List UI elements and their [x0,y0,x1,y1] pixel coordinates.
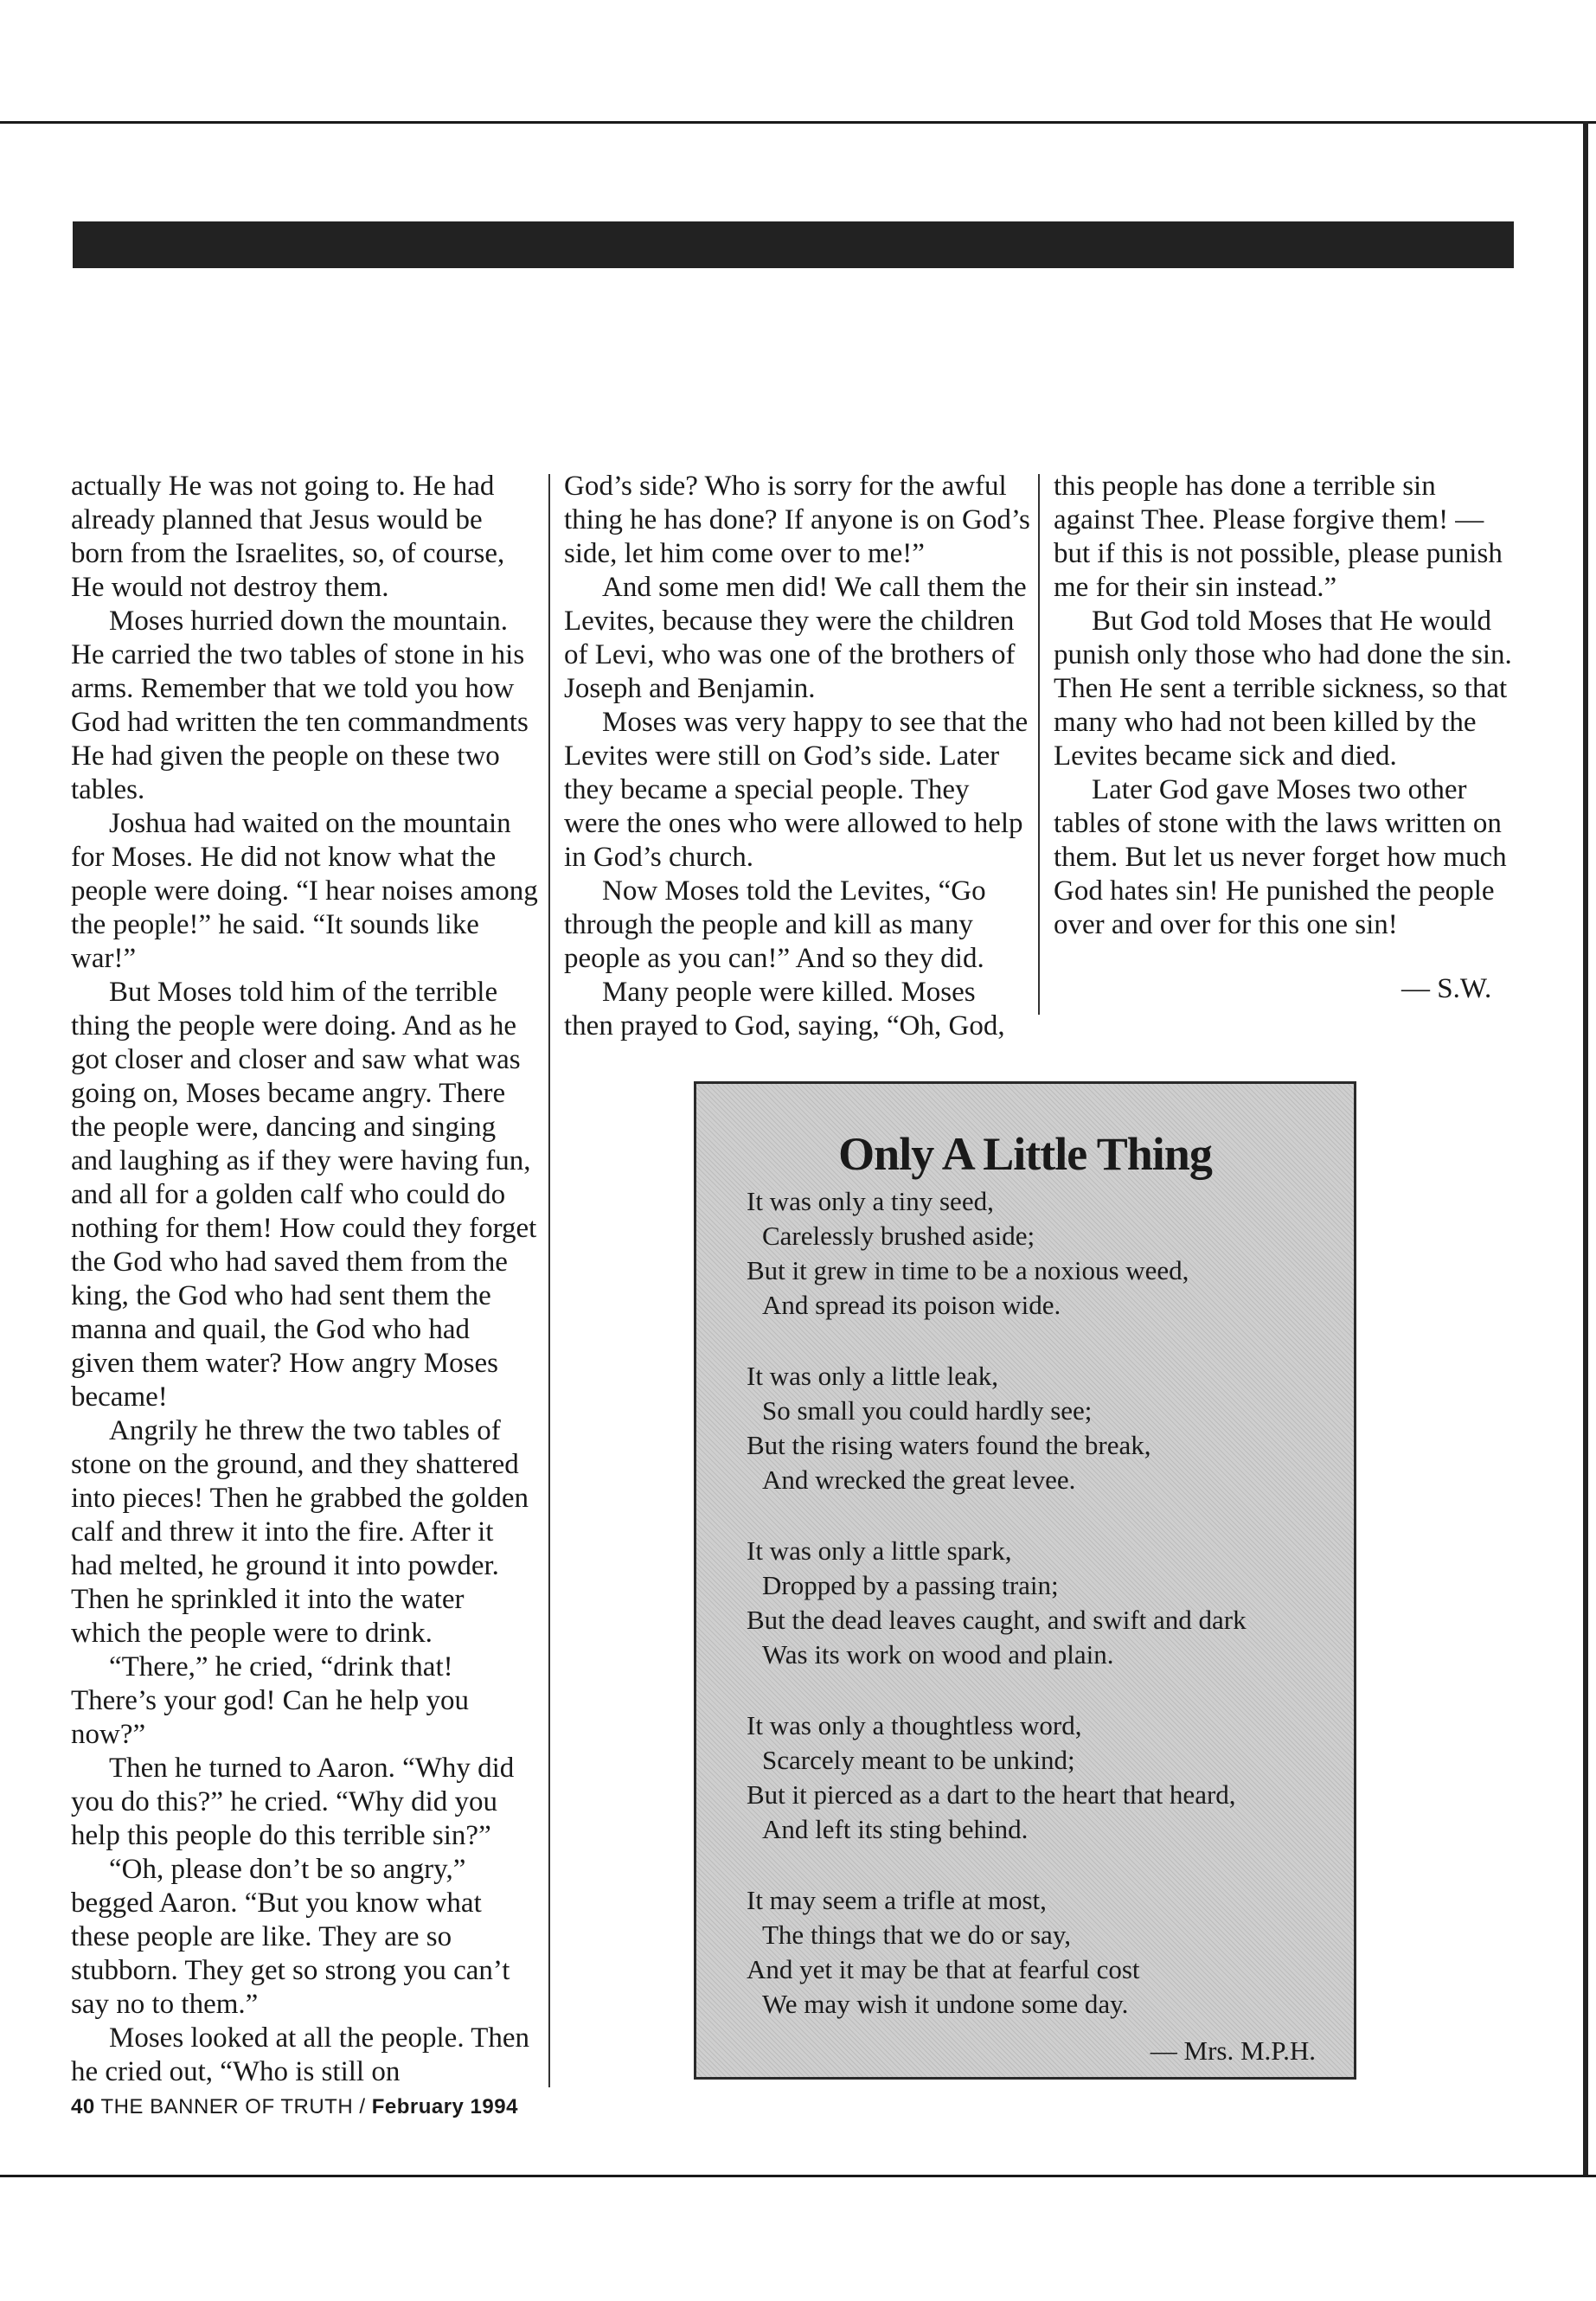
poem-line: It was only a tiny seed, [747,1186,994,1216]
poem-line: So small you could hardly see; [762,1395,1093,1426]
paragraph: And some men did! We call them the Levites, because they were the children of Levi, who was one of the brothers of Joseph and Benjamin. [564,572,1027,704]
poem-line: And spread its poison wide. [762,1290,1061,1320]
poem-stanzas [747,1184,1343,2058]
issue-date: February 1994 [371,2095,518,2118]
paragraph: Joshua had waited on the mountain for Moses. He did not know what the people were doing. “I hear noises among the people!” he said. “It sounds like war!” [71,808,538,974]
poem-stanza [747,1883,1343,2022]
paragraph: But Moses told him of the terrible thing the people were doing. And as he got closer and closer and saw what was going on, Moses became angry. There the people were, dancing and singing and laughing as if they were having fun, and all for a golden calf who could do nothing for them! How could they forget the God who had saved them from the king, the God who had sent them the manna and quail, the God who had given them water? How angry Moses became! [71,977,537,1413]
publication-name: THE BANNER OF TRUTH / [100,2095,366,2118]
paragraph: Many people were killed. Moses then prayed to God, saying, “Oh, God, [564,977,1005,1042]
poem-line: But it pierced as a dart to the heart that heard, [747,1779,1236,1810]
poem-stanza [747,1534,1343,1672]
poem-line: But it grew in time to be a noxious weed, [747,1255,1189,1285]
paragraph: “Oh, please don’t be so angry,” begged Aaron. “But you know what these people are like. They are so stubborn. They get so strong you can’t say no to them.” [71,1854,510,2020]
poem-line: And wrecked the great levee. [762,1465,1076,1495]
paragraph: Moses was very happy to see that the Levites were still on God’s side. Later they became a special people. They were the ones who were allowed to help in God’s church. [564,707,1029,873]
bottom-border-line [0,2175,1596,2177]
poem-stanza [747,1359,1343,1497]
header-bar [73,221,1514,268]
paragraph: this people has done a terrible sin against Thee. Please forgive them! — but if this is not possible, please punish me for their sin instead.” [1054,471,1503,603]
poem-box [694,1081,1356,2080]
poem-line: It was only a little leak, [747,1361,998,1391]
paragraph: actually He was not going to. He had already planned that Jesus would be born from the Israelites, so, of course, He would not destroy them. [71,471,505,603]
page-number: 40 [71,2095,95,2118]
poem-line: But the dead leaves caught, and swift and dark [747,1605,1247,1635]
column-divider-2 [1038,474,1040,1015]
top-border-line [0,121,1596,124]
article-column-2 [564,470,1031,1043]
paragraph: Angrily he threw the two tables of stone on the ground, and they shattered into pieces! Then he grabbed the golden calf and threw it into the fire. After it had melted, he ground it into powder. Then he sprinkled it into the water which the people were to drink. [71,1415,529,1649]
paragraph: God’s side? Who is sorry for the awful thing he has done? If anyone is on God’s side, let him come over to me!” [564,471,1030,569]
article-column-1 [71,470,538,2089]
poem-line: It may seem a trifle at most, [747,1885,1047,1915]
article-column-3 [1054,470,1521,942]
poem-line: Dropped by a passing train; [762,1570,1059,1600]
poem-stanza [747,1184,1343,1323]
poem-line: The things that we do or say, [762,1920,1071,1950]
paragraph: Later God gave Moses two other tables of stone with the laws written on them. But let us never forget how much God hates sin! He punished the people over and over for this one sin! [1054,774,1507,940]
poem-line: Was its work on wood and plain. [762,1639,1114,1670]
column-divider-1 [548,474,550,2087]
poem-line: But the rising waters found the break, [747,1430,1151,1460]
poem-line: It was only a little spark, [747,1535,1012,1566]
poem-attribution: — Mrs. M.P.H. [1150,2035,1316,2066]
paragraph: Now Moses told the Levites, “Go through the people and kill as many people as you can!” And so they did. [564,875,986,974]
paragraph: “There,” he cried, “drink that! There’s your god! Can he help you now?” [71,1651,470,1750]
paragraph: Then he turned to Aaron. “Why did you do this?” he cried. “Why did you help this people do this terrible sin?” [71,1753,515,1851]
paragraph: But God told Moses that He would punish only those who had done the sin. Then He sent a terrible sickness, so that many who had not been killed by the Levites became sick and died. [1054,606,1512,772]
article-signature: — S.W. [1401,973,1492,1004]
poem-line: We may wish it undone some day. [762,1989,1129,2019]
page-footer [71,2095,518,2119]
paragraph: Moses looked at all the people. Then he cried out, “Who is still on [71,2022,530,2087]
right-edge-border [1583,121,1588,2176]
poem-title: Only A Little Thing [838,1128,1212,1180]
poem-stanza [747,1708,1343,1847]
poem-line: It was only a thoughtless word, [747,1710,1082,1740]
paragraph: Moses hurried down the mountain. He carried the two tables of stone in his arms. Remember that we told you how God had written the ten commandments He had given the people on these two tables. [71,606,529,805]
poem-line: Carelessly brushed aside; [762,1221,1035,1251]
poem-line: Scarcely meant to be unkind; [762,1745,1075,1775]
poem-line: And yet it may be that at fearful cost [747,1954,1140,1984]
poem-line: And left its sting behind. [762,1814,1029,1844]
